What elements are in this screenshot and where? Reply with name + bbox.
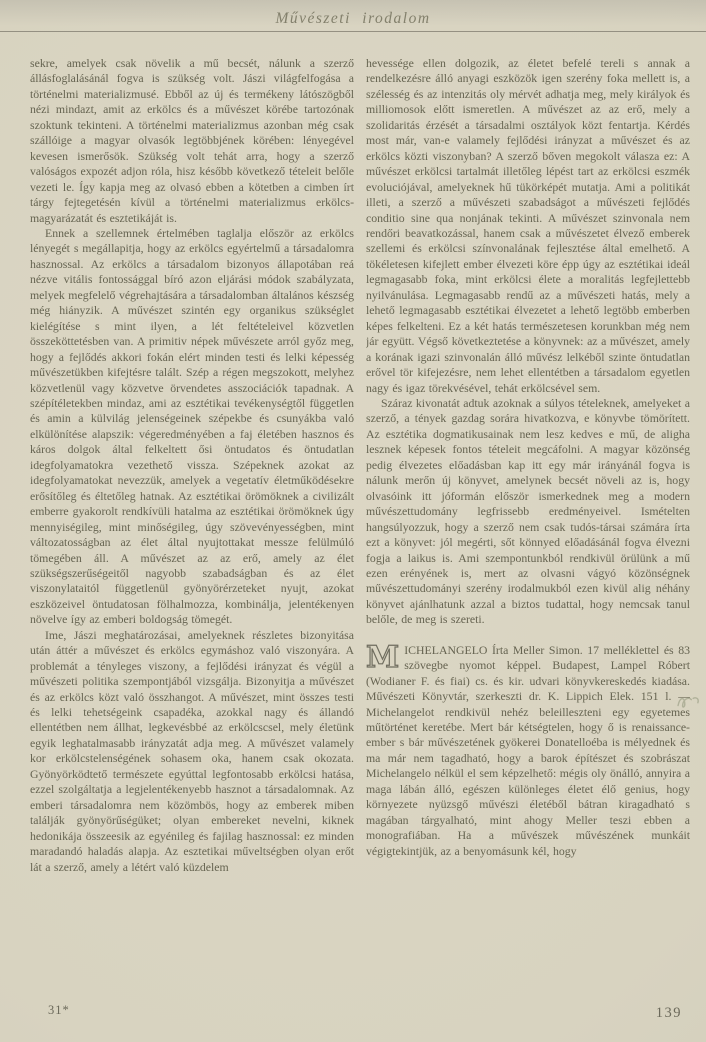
- header-rule: [0, 31, 706, 32]
- text-columns: [30, 56, 690, 1000]
- page-number: 139: [655, 1005, 682, 1021]
- paragraph: hevessége ellen dolgozik, az életet befelé tereli s annak a rendelkezésre álló anyagi eszközök igen szerény foka mellett is, a szélesség és az intenzitás oly mérvét adhatja meg, mely királyok és milliomosok előtt ismeretlen. A művészet az az erő, mely a szolidaritás érzését a társadalmi osztályok közt fentartja. Kérdés most már, van-e valamely fejlődési irányzat a művészet és az erkölcs közti viszonyban? A szerző bőven megokolt válasza ez: A művészet erkölcsi tartalmát illetőleg lépést tart az erkölcsi eszmék evoluciójával, amelyeknek hű tükörképét mutatja. Ami a politikát illeti, a szerző a művészeti szabadságot a művészeti fejlődés conditio sine qua nonjának tekinti. A művészet szinvonala nem rendőri beavatkozással, hanem csak a művészetet élvező emberek szellemi és erkölcsi színvonalának fejlesztése által emelhető. A tökéletesen kifejlett ember élvezeti köre épp úgy az esztétikai ideál legmagasabb foka, mint erkölcsi élete a moralitás legfejlettebb nyilvánulása. Legmagasabb rendű az a művészeti hatás, mely a lehető legmagasabb esztétikai élvezetet a lehető legtöbb emberben képes felkelteni. Ez a két hatás természetesen korunkban még nem jár együtt. Végső következtetése a könyvnek: az a művészet, amely a korának igazi szinvonalán álló művész lelkéből szinte öntudatlan erővel tör kifejezésre, nem lehet ellentétben a társadalom egyetlen nagy és igaz törekvésével, tehát erkölcsével sem.: [366, 56, 690, 395]
- paragraph: Ime, Jászi meghatározásai, amelyeknek részletes bizonyitása után áttér a művészet és erkölcs egymáshoz való viszonyára. A problemát a tényleges viszony, a fejlődési irányzat és végül a művészeti politika szempontjából vizsgálja. Bizonyitja a művészet és az erkölcs közt való összhangot. A művészet, mint összes testi és lelki tehetségeink csapadéka, azokkal nagy és állandó ellentétben nem állhat, legkevésbbé az erkölcscsel, mely életünk egyik leghatalmasabb irányzatát adja meg. A művészet valamely kor erkölcstelenségének sohasem oka, hanem csak okozata. Gyönyörködtető természete egyúttal legfontosabb erkölcsi hatása, ezzel szolgáltatja a legjelentékenyebb hasznot a társadalomnak. Az emberi társadalomra nem közömbös, hogy az emberek miben találják gyönyörűségüket; olyan embereket nevelni, kiknek hedonikája összeesik az egyénileg és fajilag hasznossal: ez minden maradandó haladás alapja. Az esztetikai műveltségben olyan erőt lát a szerző, amely a létért való küzdelem: [30, 627, 354, 874]
- paragraph: MICHELANGELO Írta Meller Simon. 17 melléklettel és 83 szövegbe nyomot képpel. Budapest, Lampel Róbert (Wodianer F. és fiai) cs. és kir. udvari könyvkereskedés kiadása. Művészeti Könyvtár, szerkeszti dr. K. Lippich Elek. 151 l. — Michelangelot rendkivül nehéz beleilleszteni egy egyetemes műtörténet keretébe. Mert bár kétségtelen, hogy ő is renaissance-ember s bár művészetének gyökerei Donatelloéba is mélyednek és ma már nem tagadható, hogy a barok építészet és szobrászat Michelangelo nélkül el sem képzelhető: mégis oly önálló, annyira a maga lábán álló, egészen különleges életet élő genius, hogy környezete nyüzsgő művészi életéből bátran kiragadható s magában tárgyalható, mint ahogy Meller teszi ebben a monografiában. Ha a művészek művészének munkáit végigtekintjük, az a benyomásunk kél, hogy: [366, 639, 690, 858]
- left-column: [30, 56, 354, 1000]
- handwritten-margin-mark-icon: [674, 690, 703, 718]
- paragraph: sekre, amelyek csak növelik a mű becsét, nálunk a szerző állásfoglalásánál fogva is szükség volt. Jászi világfelfogása a történelmi materializmusé. Ebből az új és termékeny látószögből nézi mindazt, amit az erkölcs és a művészet körébe tartozónak szoktunk tekinteni. A történelmi materializmus azonban még csak szállóige a magyar olvasók legtöbbjének körében: lényegével kevesen ismerősök. Szükség volt tehát arra, hogy a szerző valóságos expozét adjon róla, hisz később következő tételeit belőle vezeti le. Így kapja meg az olvasó ebben a kötetben a cimben írt tárgy fejtegetésén kívül a történelmi materializmus erkölcs-magyarázatát és esztetikáját is.: [30, 56, 354, 225]
- page-title: Művészeti irodalom: [275, 10, 431, 27]
- right-column: [366, 56, 690, 1000]
- signature-mark: 31*: [48, 1003, 70, 1017]
- paragraph: Száraz kivonatát adtuk azoknak a súlyos tételeknek, amelyeket a szerző, a tények gazdag sorára hivatkozva, e könyvbe tömörített. Az esztétika dogmatikusainak nem lesz kedves e mű, de aligha lesznek képesek fontos tételeit megcáfolni. A magyar közönség pedig élvezetes előadásban kap itt egy már irányánál fogva is nálunk merőn új könyvet, amelynek becsét növeli az is, hogy olvasóink itt jóformán először ismerkednek meg a modern művészettudomány legfrissebb eredményeivel. Ismételten hangsúlyozzuk, hogy a szerző nem csak tudós-társai számára írta ezt a könyvet: jól megérti, sőt könnyed előadásánál fogva élvezni fogja a laikus is. Ami szempontunkból rendkivül örülünk a mű ezen erényének is, mert az olvasni vágyó közönségnek művészettudományi szerény irodalmukból ezen kivül alig néhány könyvet ajánlhatunk azzal a biztos tudattal, hogy nemcsak tanul belőle, de meg is szereti.: [366, 395, 690, 627]
- dropcap-initial: M: [366, 639, 400, 675]
- paragraph: Ennek a szellemnek értelmében taglalja először az erkölcs lényegét s megállapitja, hogy az erkölcs egyértelmű a társadalomra hasznossal. Az erkölcs a társadalom bizonyos állapotában reá nézve vitális fontossággal bíró azon eljárási módok szabályzata, melyek megfelelő végrehajtására a társadalomban általános készség még hiányzik. A művészet szintén egy organikus szükséglet kielégítése s mint ilyen, a lét feltételeivel közvetlen összeköttetésben van. A primitiv népek művészete arról győz meg, hogy a fejlődés akkori fokán elért minden testi és lelki képesség művészetükben kifejtésre talált. Szép a régen megszokott, melyhez közvetlenül vagy közvetve örvendetes asszociációk tapadnak. A szépítéletekben mindaz, ami az esztétikai tevékenységtől független és amin a külvilág jelenségeinek szépekbe és csunyákba való elkülönítése alapszik: végeredményében a faj életében hasznos és káros dolgok által felkeltett ősi öntudatos és öntudatlan idegfolyamatokra vezethető vissza. Szépeknek azokat az idegfolyamatokat nevezzük, amelyek a vegetatív életműködésekre erősítőleg és éltetőleg hatnak. Az esztétikai örömöknek a civilizált emberre gyakorolt rendkívüli hatalma az esztétikai örömöknek úgy mennyiségileg, mint minőségileg, úgy szövevényességben, mint változatosságban az élet által nyujtottakat messze felülmúló tömegében áll. A művészet az az erő, amely az élet szükségszerűségeitől nagyobb szabadságban és az élet viszonylataitól függetlenül gyönyörérzeteket nyujt, azokat eszközeivel öntudatosan fölhalmozza, kombinálja, jelentékenyen növelve így az emberi boldogság tömegét.: [30, 225, 354, 627]
